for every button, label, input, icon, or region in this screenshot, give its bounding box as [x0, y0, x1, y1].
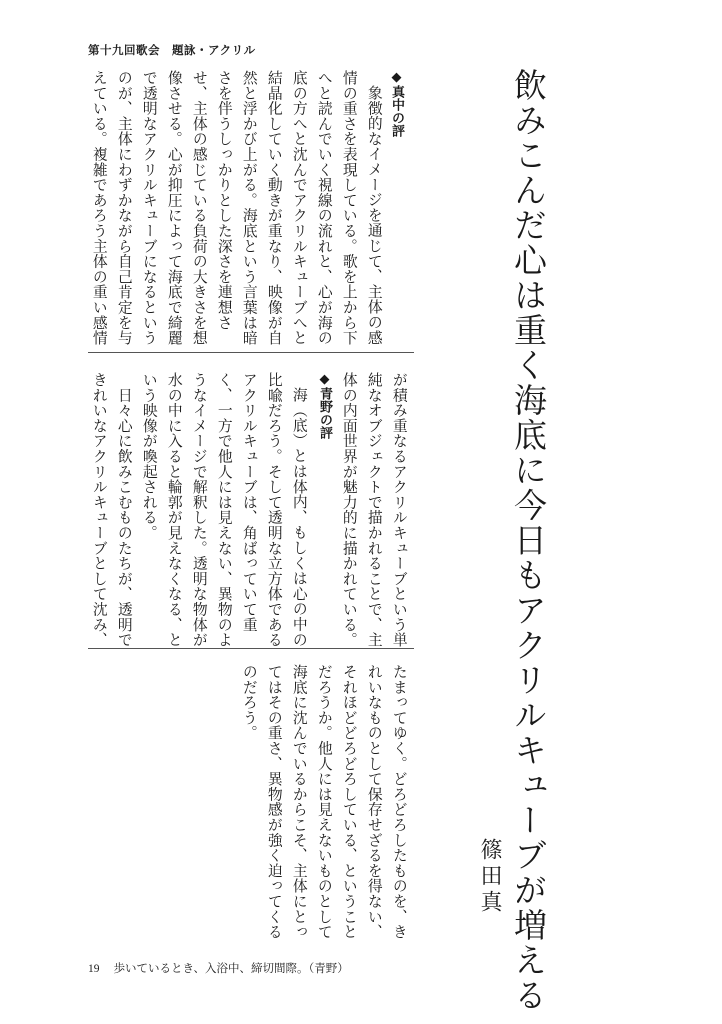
comment-1-line: 純なオブジェクトで描かれることで、主	[365, 372, 383, 648]
comment-1-line: 底の方へと沈んでアクリルキューブへと	[290, 70, 308, 346]
poem-author: 篠田真	[477, 838, 502, 916]
comment-1-line: のが、主体にわずかながら自己肯定を与	[115, 70, 133, 346]
comment-2-line: だろうか。他人には見えないものとして	[315, 664, 333, 940]
comment-1-line: が積み重なるアクリルキューブという単	[390, 372, 408, 648]
comment-1-line: 然と浮かび上がる。海底という言葉は暗	[240, 70, 258, 346]
comment-2-line: く、一方で他人には見えない、異物のよ	[215, 372, 233, 648]
comment-1-line: へと読んでいく視線の流れと、心が海の	[315, 70, 333, 346]
comment-1-line: えている。複雑であろう主体の重い感情	[90, 70, 108, 346]
footer-note: 歩いているとき、入浴中、締切間際。（青野）	[113, 961, 349, 975]
comment-2-heading: ◆青野の評	[317, 372, 332, 439]
page-footer	[88, 960, 349, 976]
comment-2-line: きれいなアクリルキューブとして沈み、	[90, 372, 108, 648]
poem-text: 飲みこんだ心は重く海底に今日もアクリルキューブが増える	[509, 68, 548, 1013]
comment-2-line: 比喩だろう。そして透明な立方体である	[265, 372, 283, 648]
comment-2-line: いう映像が喚起される。	[140, 372, 158, 541]
comment-1-line: 体の内面世界が魅力的に描かれている。	[340, 372, 358, 648]
tier-divider	[88, 352, 414, 353]
comment-1-line: 象徴的なイメージを通じて、主体の感	[365, 85, 383, 346]
comment-1-line: せ、主体の感じている負荷の大きさを想	[190, 70, 208, 346]
comment-1-line: で透明なアクリルキューブになるという	[140, 70, 158, 346]
comment-2-line: のだろう。	[240, 664, 258, 741]
comment-1-line: 情の重さを表現している。歌を上から下	[340, 70, 358, 346]
tier-divider	[88, 648, 414, 649]
comment-2-line: れいなものとして保存せざるを得ない、	[365, 664, 383, 940]
comment-2-line: うなイメージで解釈した。透明な物体が	[190, 372, 208, 648]
comment-2-line: 海（底）とは体内、もしくは心の中の	[290, 387, 308, 648]
comment-2-line: たまってゆく。どろどろしたものを、き	[390, 664, 408, 940]
comment-2-line: 海底に沈んでいるからこそ、主体にとっ	[290, 664, 308, 940]
comment-2-line: 日々心に飲みこむものたちが、透明で	[115, 372, 133, 648]
comment-1-line: 結晶化していく動きが重なり、映像が自	[265, 70, 283, 346]
comment-2-line: てはその重さ、異物感が強く迫ってくる	[265, 664, 283, 940]
page-number: 19	[88, 963, 100, 975]
comment-1-line: 像させる。心が抑圧によって海底で綺麗	[165, 70, 183, 346]
comment-2-line: アクリルキューブは、角ばっていて重	[240, 372, 258, 633]
comment-2-line: 水の中に入ると輪郭が見えなくなる、と	[165, 372, 183, 648]
comment-1-heading: ◆真中の評	[389, 70, 404, 137]
comment-2-line: それほどどろどろしている、ということ	[340, 664, 358, 940]
running-header: 第十九回歌会 題詠・アクリル	[88, 43, 256, 57]
comment-1-line: さを伴うしっかりとした深さを連想さ	[215, 70, 233, 331]
